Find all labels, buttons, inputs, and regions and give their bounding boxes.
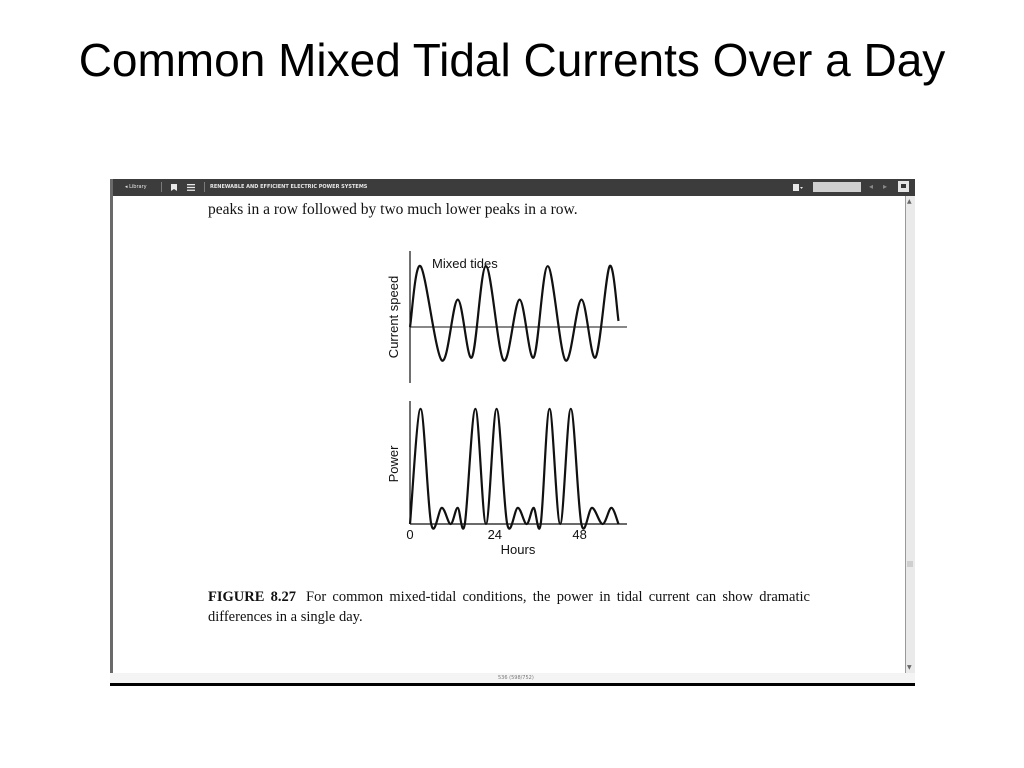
power-x-label: Hours xyxy=(500,542,536,557)
page-indicator: 536 (598/752) xyxy=(498,675,534,681)
speed-y-label: Current speed xyxy=(386,275,401,359)
tidal-figure xyxy=(370,246,640,566)
power-x-tick-label: 24 xyxy=(487,527,503,542)
bookmark-icon[interactable] xyxy=(171,184,177,193)
prev-page-button[interactable]: ◂ xyxy=(869,182,874,191)
bottom-rule xyxy=(110,683,915,686)
search-input[interactable] xyxy=(813,182,861,192)
scroll-thumb[interactable] xyxy=(907,561,913,567)
reader-toolbar xyxy=(113,179,915,196)
speed-series-line xyxy=(410,266,619,361)
body-text: peaks in a row followed by two much lower peaks in a row. xyxy=(208,201,578,218)
next-page-button[interactable]: ▸ xyxy=(883,182,888,191)
toolbar-divider xyxy=(204,182,205,192)
power-series-line xyxy=(410,409,619,529)
toolbar-divider xyxy=(161,182,162,192)
power-x-tick-label: 48 xyxy=(572,527,587,542)
figure-label: FIGURE 8.27 xyxy=(208,589,297,605)
list-icon[interactable] xyxy=(187,184,195,193)
speed-chart xyxy=(386,251,627,383)
scroll-up-icon[interactable]: ▲ xyxy=(907,198,912,205)
scroll-down-icon[interactable]: ▼ xyxy=(907,664,912,671)
view-options-icon[interactable] xyxy=(793,184,803,193)
display-mode-button[interactable] xyxy=(898,181,909,192)
book-title: RENEWABLE AND EFFICIENT ELECTRIC POWER SYSTEMS xyxy=(210,184,368,190)
figure-caption xyxy=(208,587,810,627)
caption-text: For common mixed-tidal conditions, the power in tidal current can show dramatic differences in a single day. xyxy=(208,589,810,625)
power-y-label: Power xyxy=(386,445,401,483)
library-button[interactable]: ◂ Library xyxy=(125,184,147,190)
speed-chart-title: Mixed tides xyxy=(432,256,498,271)
power-x-tick-label: 0 xyxy=(406,527,414,542)
vertical-scrollbar[interactable] xyxy=(905,196,915,673)
slide-title: Common Mixed Tidal Currents Over a Day xyxy=(78,34,946,86)
power-chart xyxy=(386,401,627,557)
status-bar xyxy=(110,673,915,683)
